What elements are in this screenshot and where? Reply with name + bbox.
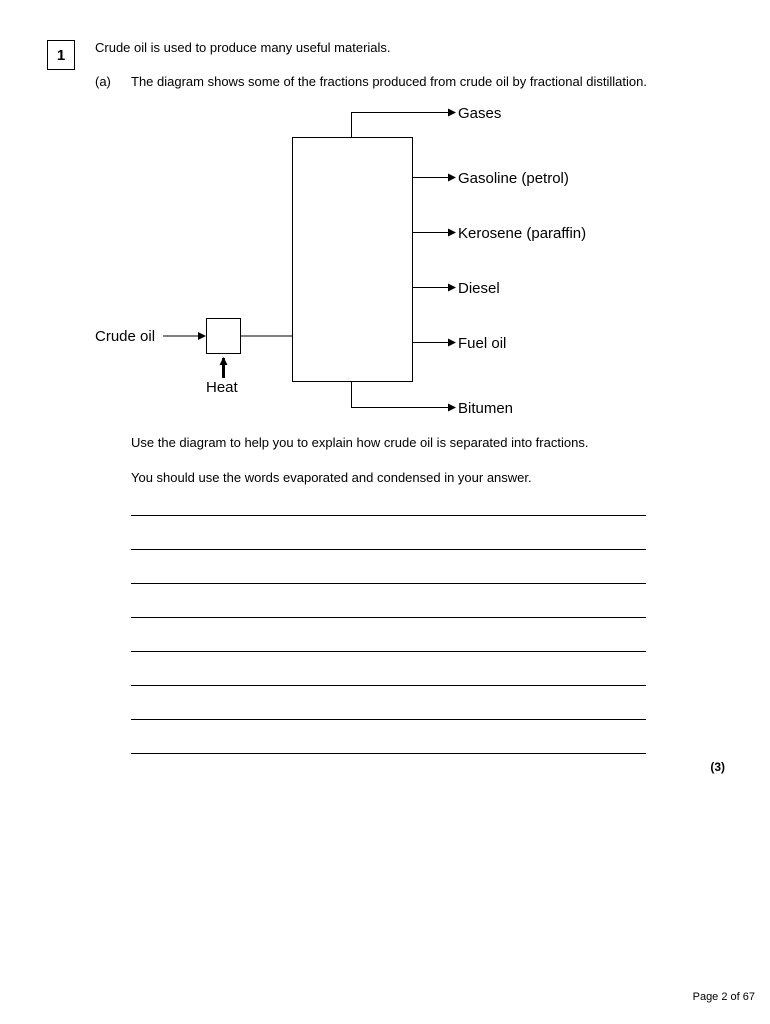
part-label: (a) bbox=[95, 74, 111, 89]
fraction-label-diesel: Diesel bbox=[458, 280, 500, 297]
answer-line[interactable] bbox=[131, 685, 646, 686]
answer-line[interactable] bbox=[131, 753, 646, 754]
answer-line[interactable] bbox=[131, 583, 646, 584]
fraction-label-bitumen: Bitumen bbox=[458, 400, 514, 417]
fractionating-column bbox=[293, 138, 413, 382]
answer-line[interactable] bbox=[131, 651, 646, 652]
question-number: 1 bbox=[47, 40, 75, 70]
fractional-distillation-diagram bbox=[0, 0, 770, 430]
bitumen-outlet bbox=[352, 382, 456, 408]
furnace-box bbox=[207, 319, 241, 354]
fraction-label-kerosene: Kerosene (paraffin) bbox=[458, 225, 587, 242]
fraction-label-gasoline: Gasoline (petrol) bbox=[458, 170, 569, 187]
crude-oil-label: Crude oil bbox=[95, 328, 156, 345]
part-question: The diagram shows some of the fractions produced from crude oil by fractional distillation. bbox=[131, 74, 647, 89]
question-intro: Crude oil is used to produce many useful materials. bbox=[95, 40, 391, 55]
heat-label: Heat bbox=[206, 379, 238, 396]
page-number: Page 2 of 67 bbox=[692, 991, 755, 1003]
marks-available: (3) bbox=[710, 760, 725, 774]
fraction-label-gases: Gases bbox=[458, 105, 502, 122]
answer-line[interactable] bbox=[131, 617, 646, 618]
gases-outlet bbox=[352, 113, 456, 138]
answer-line[interactable] bbox=[131, 515, 646, 516]
fraction-label-fuel-oil: Fuel oil bbox=[458, 335, 507, 352]
answer-line[interactable] bbox=[131, 549, 646, 550]
instruction-2: You should use the words evaporated and condensed in your answer. bbox=[131, 470, 532, 485]
instruction-1: Use the diagram to help you to explain how crude oil is separated into fractions. bbox=[131, 435, 589, 450]
answer-line[interactable] bbox=[131, 719, 646, 720]
